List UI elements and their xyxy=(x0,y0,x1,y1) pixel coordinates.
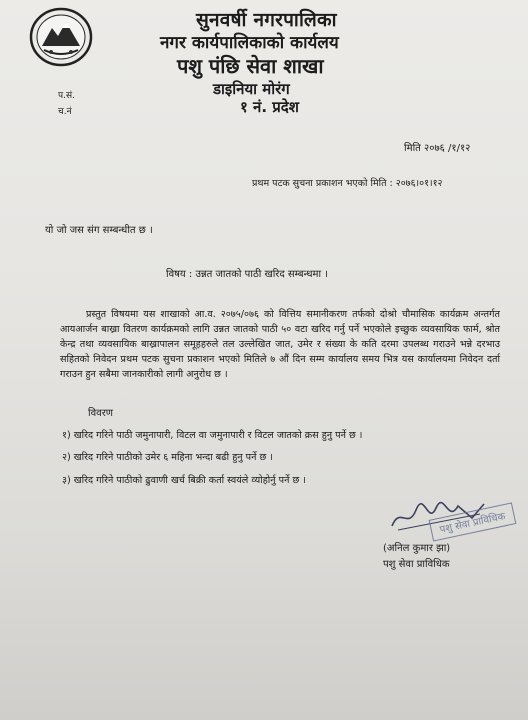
subject-line: विषय : उन्नत जातको पाठी खरिद सम्बन्धमा । xyxy=(166,269,329,280)
letterhead-section-name: पशु पंछि सेवा शाखा xyxy=(177,54,324,78)
details-item-2: २) खरिद गरिने पाठीको उमेर ६ महिना भन्दा बढी हुनु पर्ने छ । xyxy=(62,452,273,463)
addressee-line: यो जो जस संग सम्बन्धीत छ । xyxy=(45,225,153,236)
municipality-emblem-icon xyxy=(28,6,94,68)
signatory-name: (अनिल कुमार झा) xyxy=(383,543,451,554)
body-paragraph xyxy=(60,307,500,382)
letterhead-municipality-name: सुनवर्षी नगरपालिका xyxy=(196,9,337,31)
chalani-number-label: च.नं xyxy=(58,107,72,117)
letter-date: मिति २०७६ /१/१२ xyxy=(404,143,471,154)
publication-date: प्रथम पटक सुचना प्रकाशन भएको मिति : २०७६।०१।१२ xyxy=(252,178,443,189)
patra-sankhya-label: प.सं. xyxy=(58,91,75,101)
letterhead-province: १ नं. प्रदेश xyxy=(240,98,299,116)
letterhead-office-name: नगर कार्यपालिकाको कार्यलय xyxy=(160,33,339,53)
signature-stamp: पशु सेवा प्राविधिक xyxy=(429,502,516,541)
signatory-designation: पशु सेवा प्राविधिक xyxy=(383,559,450,570)
details-heading: विवरण xyxy=(88,408,114,419)
details-item-3: ३) खरिद गरिने पाठीको ढुवाणी खर्च बिक्री कर्ता स्वयंले व्योहोर्नु पर्ने छ । xyxy=(62,475,306,486)
details-item-1: १) खरिद गरिने पाठी जमुनापारी, विटल वा जमुनापारी र विटल जातको क्रस हुनु पर्ने छ । xyxy=(62,430,363,441)
body-paragraph-text: प्रस्तुत विषयमा यस शाखाको आ.व. २०७५/०७६ को वित्तिय समानीकरण तर्फको दोश्रो चौमासिक कार्यक्रम अन्तर्गत आयआर्जन बाख्रा वितरण कार्यक्रमको लागि उन्नत जातको पाठी ५० वटा खरिद गर्नु पर्ने भएकोले इच्छुक व्यवसायिक फार्म, श्रोत केन्द्र तथा व्यवसायिक बाख्रापालन समूहहरुले तल उल्लेखित जात, उमेर र संख्या के कति दरमा उपलब्ध गराउने भन्ने दरभाउ सहितको निवेदन प्रथम पटक सुचना प्रकाशन भएको मितिले ७ औं दिन सम्म कार्यालय समय भित्र यस कार्यालयमा निवेदन दर्ता गराउन हुन सबैमा जानकारीको लागी अनुरोध छ । xyxy=(60,309,500,380)
letterhead-location: डाइनिया मोरंग xyxy=(213,80,290,98)
